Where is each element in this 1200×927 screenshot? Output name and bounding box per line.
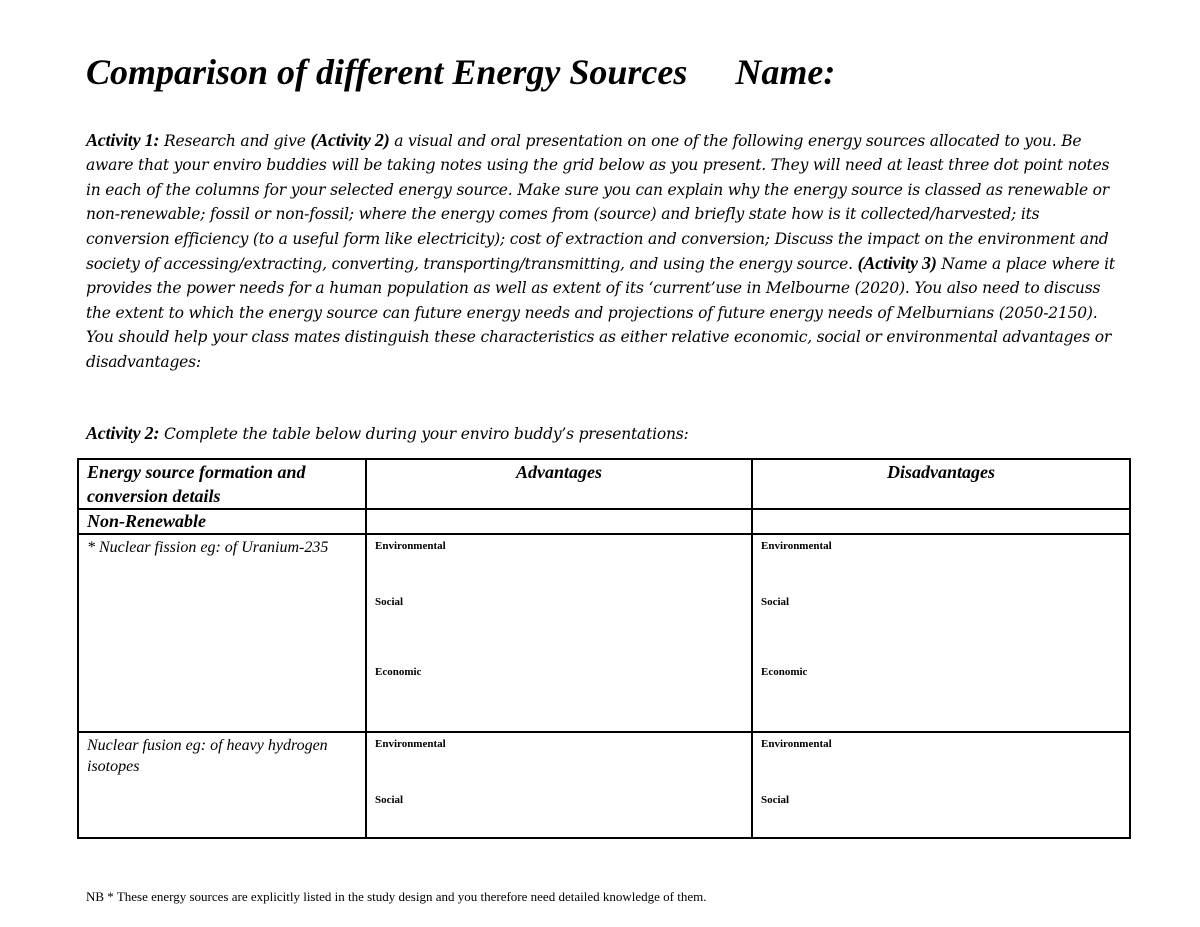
category-label: Environmental <box>375 738 446 750</box>
category-label: Environmental <box>375 540 446 552</box>
activity-1-instructions <box>86 128 1126 374</box>
fusion-advantages-cell[interactable] <box>366 732 752 838</box>
section-row <box>78 509 1130 534</box>
row-source-fission: * Nuclear fission eg: of Uranium-235 <box>78 534 366 732</box>
category-label: Social <box>761 596 790 608</box>
category-label: Social <box>375 596 404 608</box>
activity-1-text-c: Name a place where it provides the power needs for a human population as well as extent of its ‘current’use in Melbourne (2020). You also need to discuss the extent to which the energy source can future energy needs and projections of future energy needs of Melburnians (2050-2150). You should help your class mates distinguish these characteristics as either relative economic, social or environmental advantages or disadvantages: <box>86 255 1115 371</box>
header-advantages: Advantages <box>366 459 752 509</box>
section-empty-cell[interactable] <box>366 509 752 534</box>
category-label: Environmental <box>761 738 832 750</box>
activity-2-text: Complete the table below during your enviro buddy’s presentations: <box>159 425 689 443</box>
header-source: Energy source formation and conversion details <box>78 459 366 509</box>
category-label: Social <box>375 794 404 806</box>
section-label: Non-Renewable <box>78 509 366 534</box>
title-text: Comparison of different Energy Sources <box>86 52 688 92</box>
activity-1-text-a: Research and give <box>159 132 311 150</box>
activity-2-instructions <box>86 421 689 446</box>
footnote: NB * These energy sources are explicitly listed in the study design and you therefore need detailed knowledge of them. <box>86 889 707 904</box>
category-label: Environmental <box>761 540 832 552</box>
category-label: Social <box>761 794 790 806</box>
page-title <box>86 46 835 98</box>
comparison-table <box>77 458 1131 839</box>
fusion-disadvantages-cell[interactable] <box>752 732 1130 838</box>
activity-2-reference: (Activity 2) <box>310 130 390 150</box>
activity-2-label: Activity 2: <box>86 423 160 443</box>
activity-1-label: Activity 1: <box>86 130 160 150</box>
row-source-fusion: Nuclear fusion eg: of heavy hydrogen isotopes <box>78 732 366 838</box>
activity-3-reference: (Activity 3) <box>857 253 937 274</box>
table-row <box>78 732 1130 838</box>
category-label: Economic <box>761 666 808 678</box>
name-label: Name: <box>735 52 836 92</box>
table-row <box>78 534 1130 732</box>
fission-advantages-cell[interactable] <box>366 534 752 732</box>
table-header-row <box>78 459 1130 509</box>
header-disadvantages: Disadvantages <box>752 459 1130 509</box>
category-label: Economic <box>375 666 422 678</box>
fission-disadvantages-cell[interactable] <box>752 534 1130 732</box>
section-empty-cell[interactable] <box>752 509 1130 534</box>
activity-1-text-b: a visual and oral presentation on one of the following energy sources allocated to you. Be aware that your enviro buddies will be taking notes using the grid below as you present. They will need at least three dot point notes in each of the columns for your selected energy source. Make sure you can explain why the energy source is classed as renewable or non-renewable; fossil or non-fossil; where the energy comes from (source) and briefly state how is it collected/harvested; its conversion efficiency (to a useful form like electricity); cost of extraction and conversion; Discuss the impact on the environment and society of accessing/extracting, converting, transporting/transmitting, and using the energy source. <box>86 132 1110 274</box>
